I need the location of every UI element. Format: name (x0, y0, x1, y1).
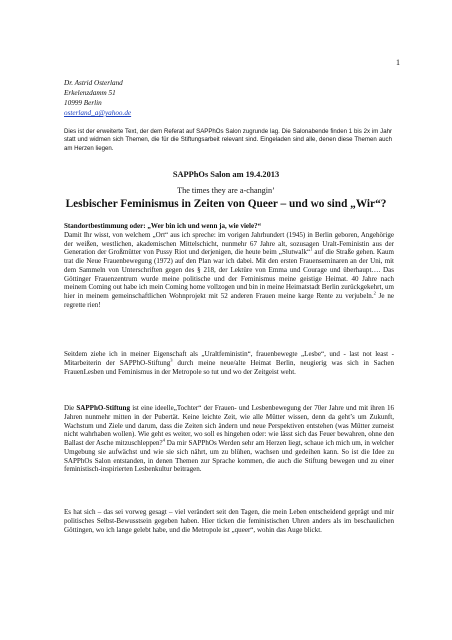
author-address-block (64, 78, 131, 118)
paragraph-seitdem (64, 350, 394, 376)
paragraph-standortbestimmung (64, 222, 394, 310)
author-name: Dr. Astrid Osterland (64, 79, 123, 87)
footnote-marker[interactable]: 3 (170, 357, 173, 363)
paragraph-text: Da mir SAPPhOs Werden sehr am Herzen liegt, schaue ich mich um, in welcher Umgebung sie aufwächst und wie sie sich nährt, um zu blühen, wachsen und gedeihen kann. So ist die Idee zu SAPPhOs Salon entstanden, in denen Themen zur Sprache kommen, die auch die Stiftung bewegen und zu einer feministisch-inspirierten Lesbenkultur beitragen. (64, 439, 394, 474)
author-street: Erkelenzdamm 51 (64, 89, 116, 97)
paragraph-text: durch meine neue/alte Heimat Berlin, neugierig was sich in Sachen FrauenLesben und Feminismus in der Metropole so tut und wo der Zeitgeist weht. (64, 358, 394, 376)
intro-note: Dies ist der erweiterte Text, der dem Referat auf SAPPhOs Salon zugrunde lag. Die Salonabende finden 1 bis 2x im Jahr statt und widmen sich Themen, die für die Stiftungsarbeit relevant sind. Eingeladen sind alle, denen diese Themen auch am Herzen liegen. (64, 128, 392, 152)
stiftung-name: SAPPhO-Stiftung (76, 404, 131, 412)
footnote-marker[interactable]: 2 (373, 290, 376, 296)
paragraph-text: ist eine ideelle„Tochter“ der Frauen- und Lesbenbewegung der 70er Jahre und mit ihren 16 Jahren nunmehr mitten in der Pubertät. Keine leichte Zeit, wie alle Mütter wissen, denn da geht’s um Zukunft, Wachstum und Ziele und darum, dass die Zeiten sich ändern und neue Perspektiven entstehen (was Mütter zumeist nicht wahrhaben wollen). Wie geht es weiter, wo soll es hingehen oder: wie lässt sich das Feuer bewahren, ohne den Ballast der Asche mitzuschleppen? (64, 404, 394, 447)
author-email-link[interactable]: osterland_a@yahoo.de (64, 109, 132, 117)
salon-title: SAPPhOs Salon am 19.4.2013 (172, 170, 280, 179)
paragraph-text: Je ne regrette rien! (64, 292, 395, 309)
paragraph-text: auf die Straße gehen. Kaum trat die Neue Frauenbewegung (1972) auf den Plan war ich dabei. Mit den ersten Frauenseminaren an der Uni, mit dem Sammeln von Unterschriften gegen des § 218, der Lektüre von Emma und Courage und überhaupt…. Das Göttinger Frauenzentrum wurde meine politische und der Feminismus meine geistige Heimat. 40 Jahre nach meinem Coming out habe ich mein Coming home vollzogen und bin in meine Heimatstadt Berlin zurückgekehrt, um hier in meinem gemeinschaftlichen Wohnprojekt mit 52 anderen Frauen meine karge Rente zu verjubeln. (64, 248, 394, 300)
section-heading: Standortbestimmung oder: „Wer bin ich und wenn ja, wie viele?“ (64, 222, 262, 230)
headline: Lesbischer Feminismus in Zeiten von Queer – und wo sind „Wir“? (65, 198, 387, 210)
page-number: 1 (396, 58, 400, 67)
footnote-marker[interactable]: 1 (310, 246, 313, 252)
paragraph-text: Seitdem ziehe ich in meiner Eigenschaft als „Uraltfeministin“, frauenbewegte „Lesbe“, und - last not least - Mitarbeiterin der SAPPhO-Stiftung (64, 350, 394, 367)
paragraph-text: Die (64, 404, 77, 412)
paragraph-text: Damit Ihr wisst, von welchem „Ort“ aus ich spreche: im vorigen Jahrhundert (1945) in Berlin geboren, Angehörige der weißen, westlichen, akademischen Mittelschicht, nunmehr 67 Jahre alt, sozusagen Uralt-Feministin aus der Generation der Großmütter von Pussy Riot und derjenigen, die heute beim „Slutwalk“ (64, 230, 394, 257)
paragraph-veraenderung: Es hat sich – das sei vorweg gesagt – viel verändert seit den Tagen, die mein Leben entscheidend geprägt und mir politisches Selbst-Bewusstsein gegeben haben. Hier ticken die feministischen Uhren anders als im beschaulichen Göttingen, wo ich lange gelebt habe, und die Metropole ist „queer“, wohin das Auge blickt. (64, 508, 394, 534)
author-city: 10999 Berlin (64, 99, 102, 107)
paragraph-sappho-stiftung (64, 404, 394, 474)
footnote-marker[interactable]: 4 (162, 437, 165, 443)
subtitle: The times they are a-changin’ (177, 186, 275, 195)
